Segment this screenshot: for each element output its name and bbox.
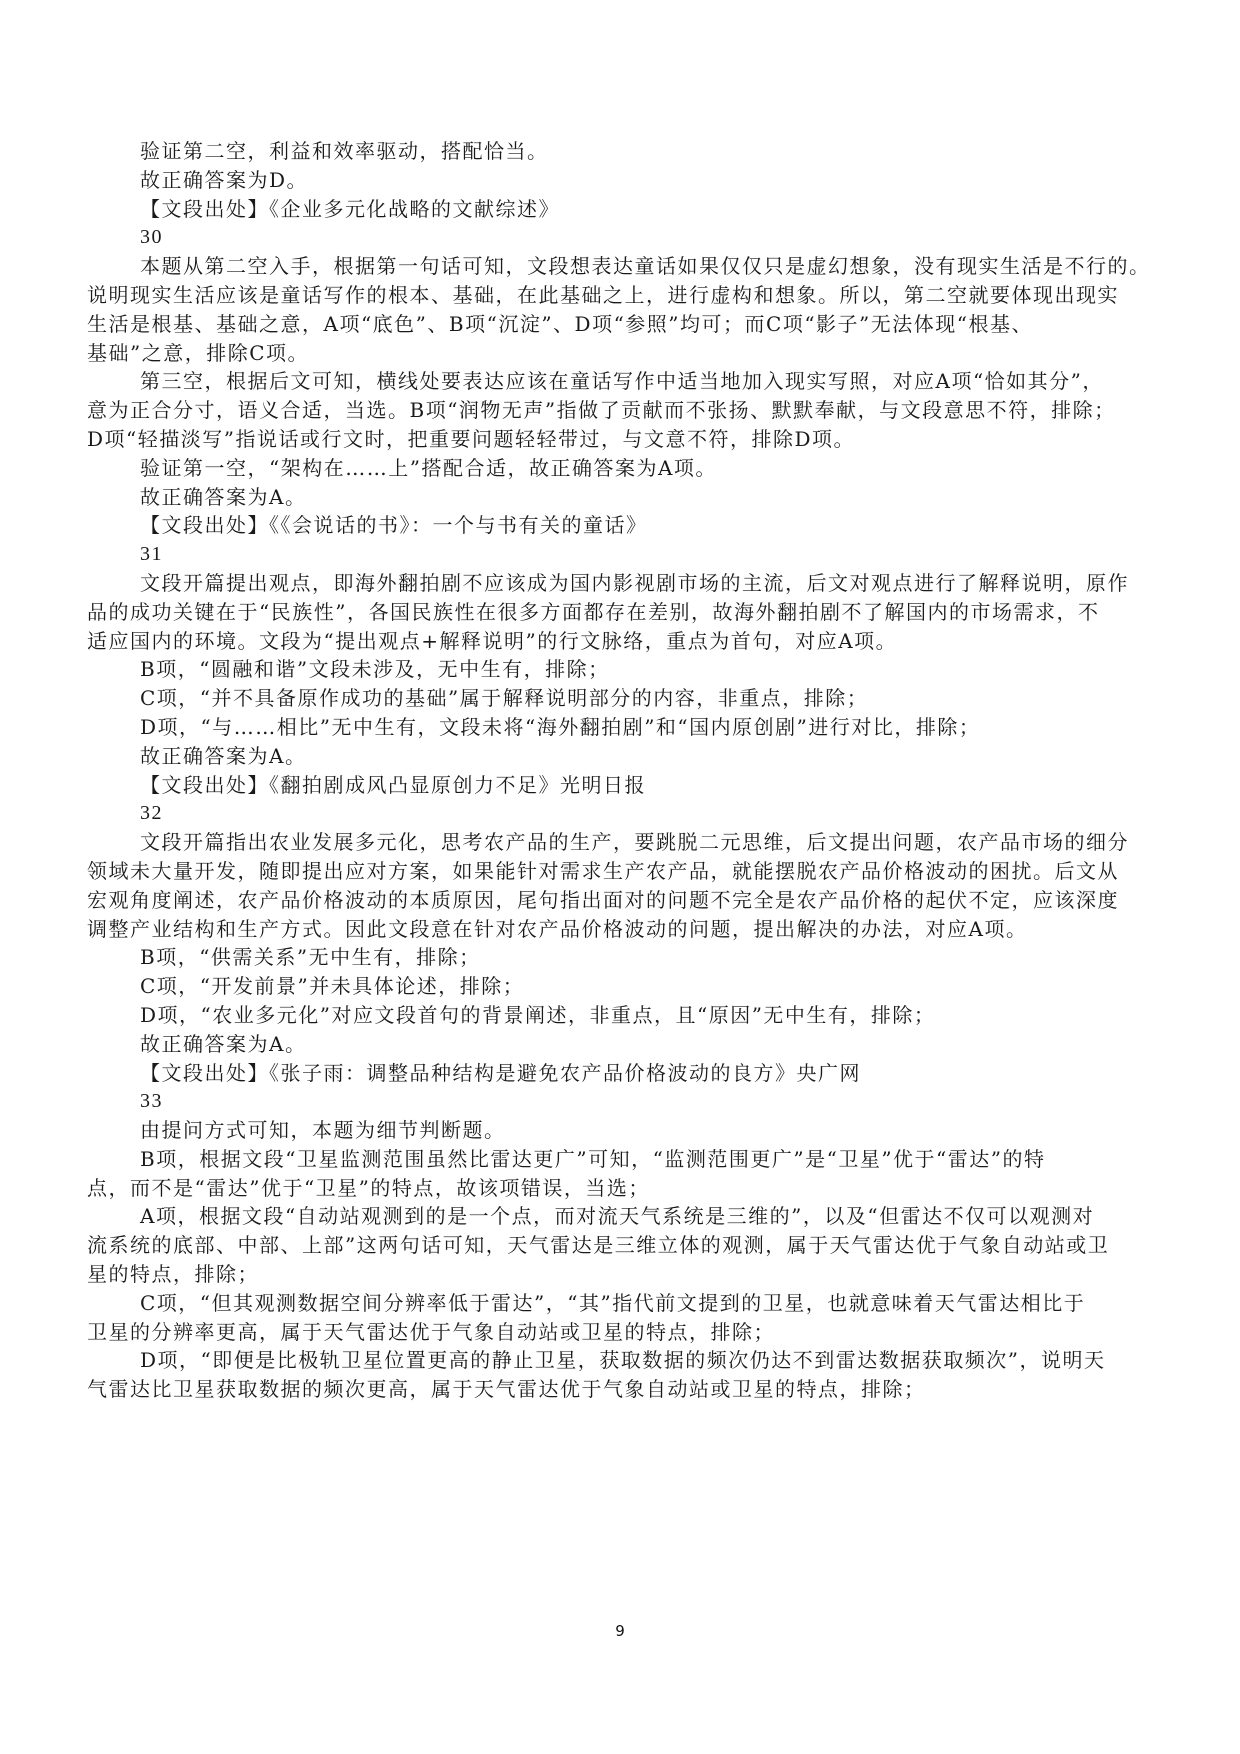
option-analysis-line: D项，“与……相比”无中生有，文段未将“海外翻拍剧”和“国内原创剧”进行对比，排除；: [140, 714, 981, 739]
answer-line: 故正确答案为A。: [140, 1031, 307, 1056]
paragraph-line: 卫星的分辨率更高，属于天气雷达优于气象自动站或卫星的特点，排除；: [87, 1319, 775, 1344]
paragraph-line: 生活是根基、基础之意，A项“底色”、B项“沉淀”、D项“参照”均可；而C项“影子”无法体现“根基、: [87, 311, 1033, 336]
paragraph-line: 领域未大量开发，随即提出应对方案，如果能针对需求生产农产品，就能摆脱农产品价格波动的困扰。后文从: [87, 858, 1119, 883]
paragraph-line: D项“轻描淡写”指说话或行文时，把重要问题轻轻带过，与文意不符，排除D项。: [87, 426, 856, 451]
paragraph-line: C项，“但其观测数据空间分辨率低于雷达”，“其”指代前文提到的卫星，也就意味着天气雷达相比于: [140, 1290, 1086, 1315]
paragraph-line: 宏观角度阐述，农产品价格波动的本质原因，尾句指出面对的问题不完全是农产品价格的起伏不定，应该深度: [87, 887, 1119, 912]
paragraph-line: 气雷达比卫星获取数据的频次更高，属于天气雷达优于气象自动站或卫星的特点，排除；: [87, 1377, 926, 1402]
paragraph-line: 意为正合分寸，语义合适，当选。B项“润物无声”指做了贡献而不张扬、默默奉献，与文段意思不符，排除；: [87, 398, 1116, 423]
paragraph-line: 文段开篇提出观点，即海外翻拍剧不应该成为国内影视剧市场的主流，后文对观点进行了解释说明，原作: [140, 570, 1129, 595]
paragraph-line: 流系统的底部、中部、上部”这两句话可知，天气雷达是三维立体的观测，属于天气雷达优于气象自动站或卫: [87, 1233, 1110, 1258]
paragraph-line: 适应国内的环境。文段为“提出观点+解释说明”的行文脉络，重点为首句，对应A项。: [87, 628, 898, 653]
paragraph-line: 本题从第二空入手，根据第一句话可知，文段想表达童话如果仅仅只是虚幻想象，没有现实生活是不行的。: [140, 254, 1151, 279]
answer-line: 故正确答案为A。: [140, 484, 307, 509]
paragraph-line: 调整产业结构和生产方式。因此文段意在针对农产品价格波动的问题，提出解决的办法，对应A项。: [87, 916, 1028, 941]
paragraph: [87, 569, 1161, 655]
paragraph: [87, 367, 1161, 453]
paragraph-line: 说明现实生活应该是童话写作的根本、基础，在此基础之上，进行虚构和想象。所以，第二空就要体现出现实: [87, 282, 1119, 307]
question-number: 31: [140, 543, 163, 566]
paragraph-line: 点，而不是“雷达”优于“卫星”的特点，故该项错误，当选；: [87, 1175, 650, 1200]
option-analysis-line: D项，“农业多元化”对应文段首句的背景阐述，非重点，且“原因”无中生有，排除；: [140, 1002, 936, 1027]
question-number: 30: [140, 226, 163, 249]
paragraph-line: D项，“即便是比极轨卫星位置更高的静止卫星，获取数据的频次仍达不到雷达数据获取频次”，说明天: [140, 1348, 1106, 1373]
page-number: 9: [615, 1622, 625, 1640]
question-number: 32: [140, 802, 163, 825]
paragraph: [87, 828, 1161, 943]
paragraph: [87, 1346, 1161, 1404]
paragraph: [87, 1202, 1161, 1288]
paragraph-line: 基础”之意，排除C项。: [87, 340, 310, 365]
paragraph: [87, 1145, 1161, 1203]
option-analysis-line: B项，“圆融和谐”文段未涉及，无中生有，排除；: [140, 657, 610, 682]
option-analysis-line: B项，“供需关系”无中生有，排除；: [140, 945, 481, 970]
question-number: 33: [140, 1090, 163, 1113]
paragraph-line: A项，根据文段“自动站观测到的是一个点，而对流天气系统是三维的”，以及“但雷达不仅可以观测对: [140, 1204, 1095, 1229]
source-line: 【文段出处】《翻拍剧成风凸显原创力不足》光明日报: [140, 772, 646, 797]
text-line: 验证第二空，利益和效率驱动，搭配恰当。: [140, 139, 549, 163]
option-analysis-line: C项，“开发前景”并未具体论述，排除；: [140, 974, 525, 999]
text-line: 验证第一空，“架构在……上”搭配合适，故正确答案为A项。: [140, 455, 717, 480]
document-body: [87, 137, 1161, 1404]
paragraph-line: 文段开篇指出农业发展多元化，思考农产品的生产，要跳脱二元思维，后文提出问题，农产品市场的细分: [140, 830, 1129, 855]
source-line: 【文段出处】《张子雨：调整品种结构是避免农产品价格波动的良方》央广网: [140, 1060, 861, 1085]
option-analysis-line: C项，“并不具备原作成功的基础”属于解释说明部分的内容，非重点，排除；: [140, 686, 869, 711]
answer-line: 故正确答案为D。: [140, 167, 309, 192]
paragraph-line: B项，根据文段“卫星监测范围虽然比雷达更广”可知，“监测范围更广”是“卫星”优于“雷达”的特: [140, 1146, 1046, 1171]
paragraph: [87, 1289, 1161, 1347]
source-line: 【文段出处】《企业多元化战略的文献综述》: [140, 196, 560, 221]
paragraph-line: 星的特点，排除；: [87, 1262, 259, 1287]
paragraph-line: 第三空，根据后文可知，横线处要表达应该在童话写作中适当地加入现实写照，对应A项“恰如其分”，: [140, 369, 1104, 394]
text-line: 由提问方式可知，本题为细节判断题。: [140, 1118, 506, 1143]
paragraph: [87, 252, 1161, 367]
answer-line: 故正确答案为A。: [140, 743, 307, 768]
source-line: 【文段出处】《《会说话的书》：一个与书有关的童话》: [140, 513, 648, 538]
paragraph-line: 品的成功关键在于“民族性”，各国民族性在很多方面都存在差别，故海外翻拍剧不了解国内的市场需求，不: [87, 599, 1100, 624]
